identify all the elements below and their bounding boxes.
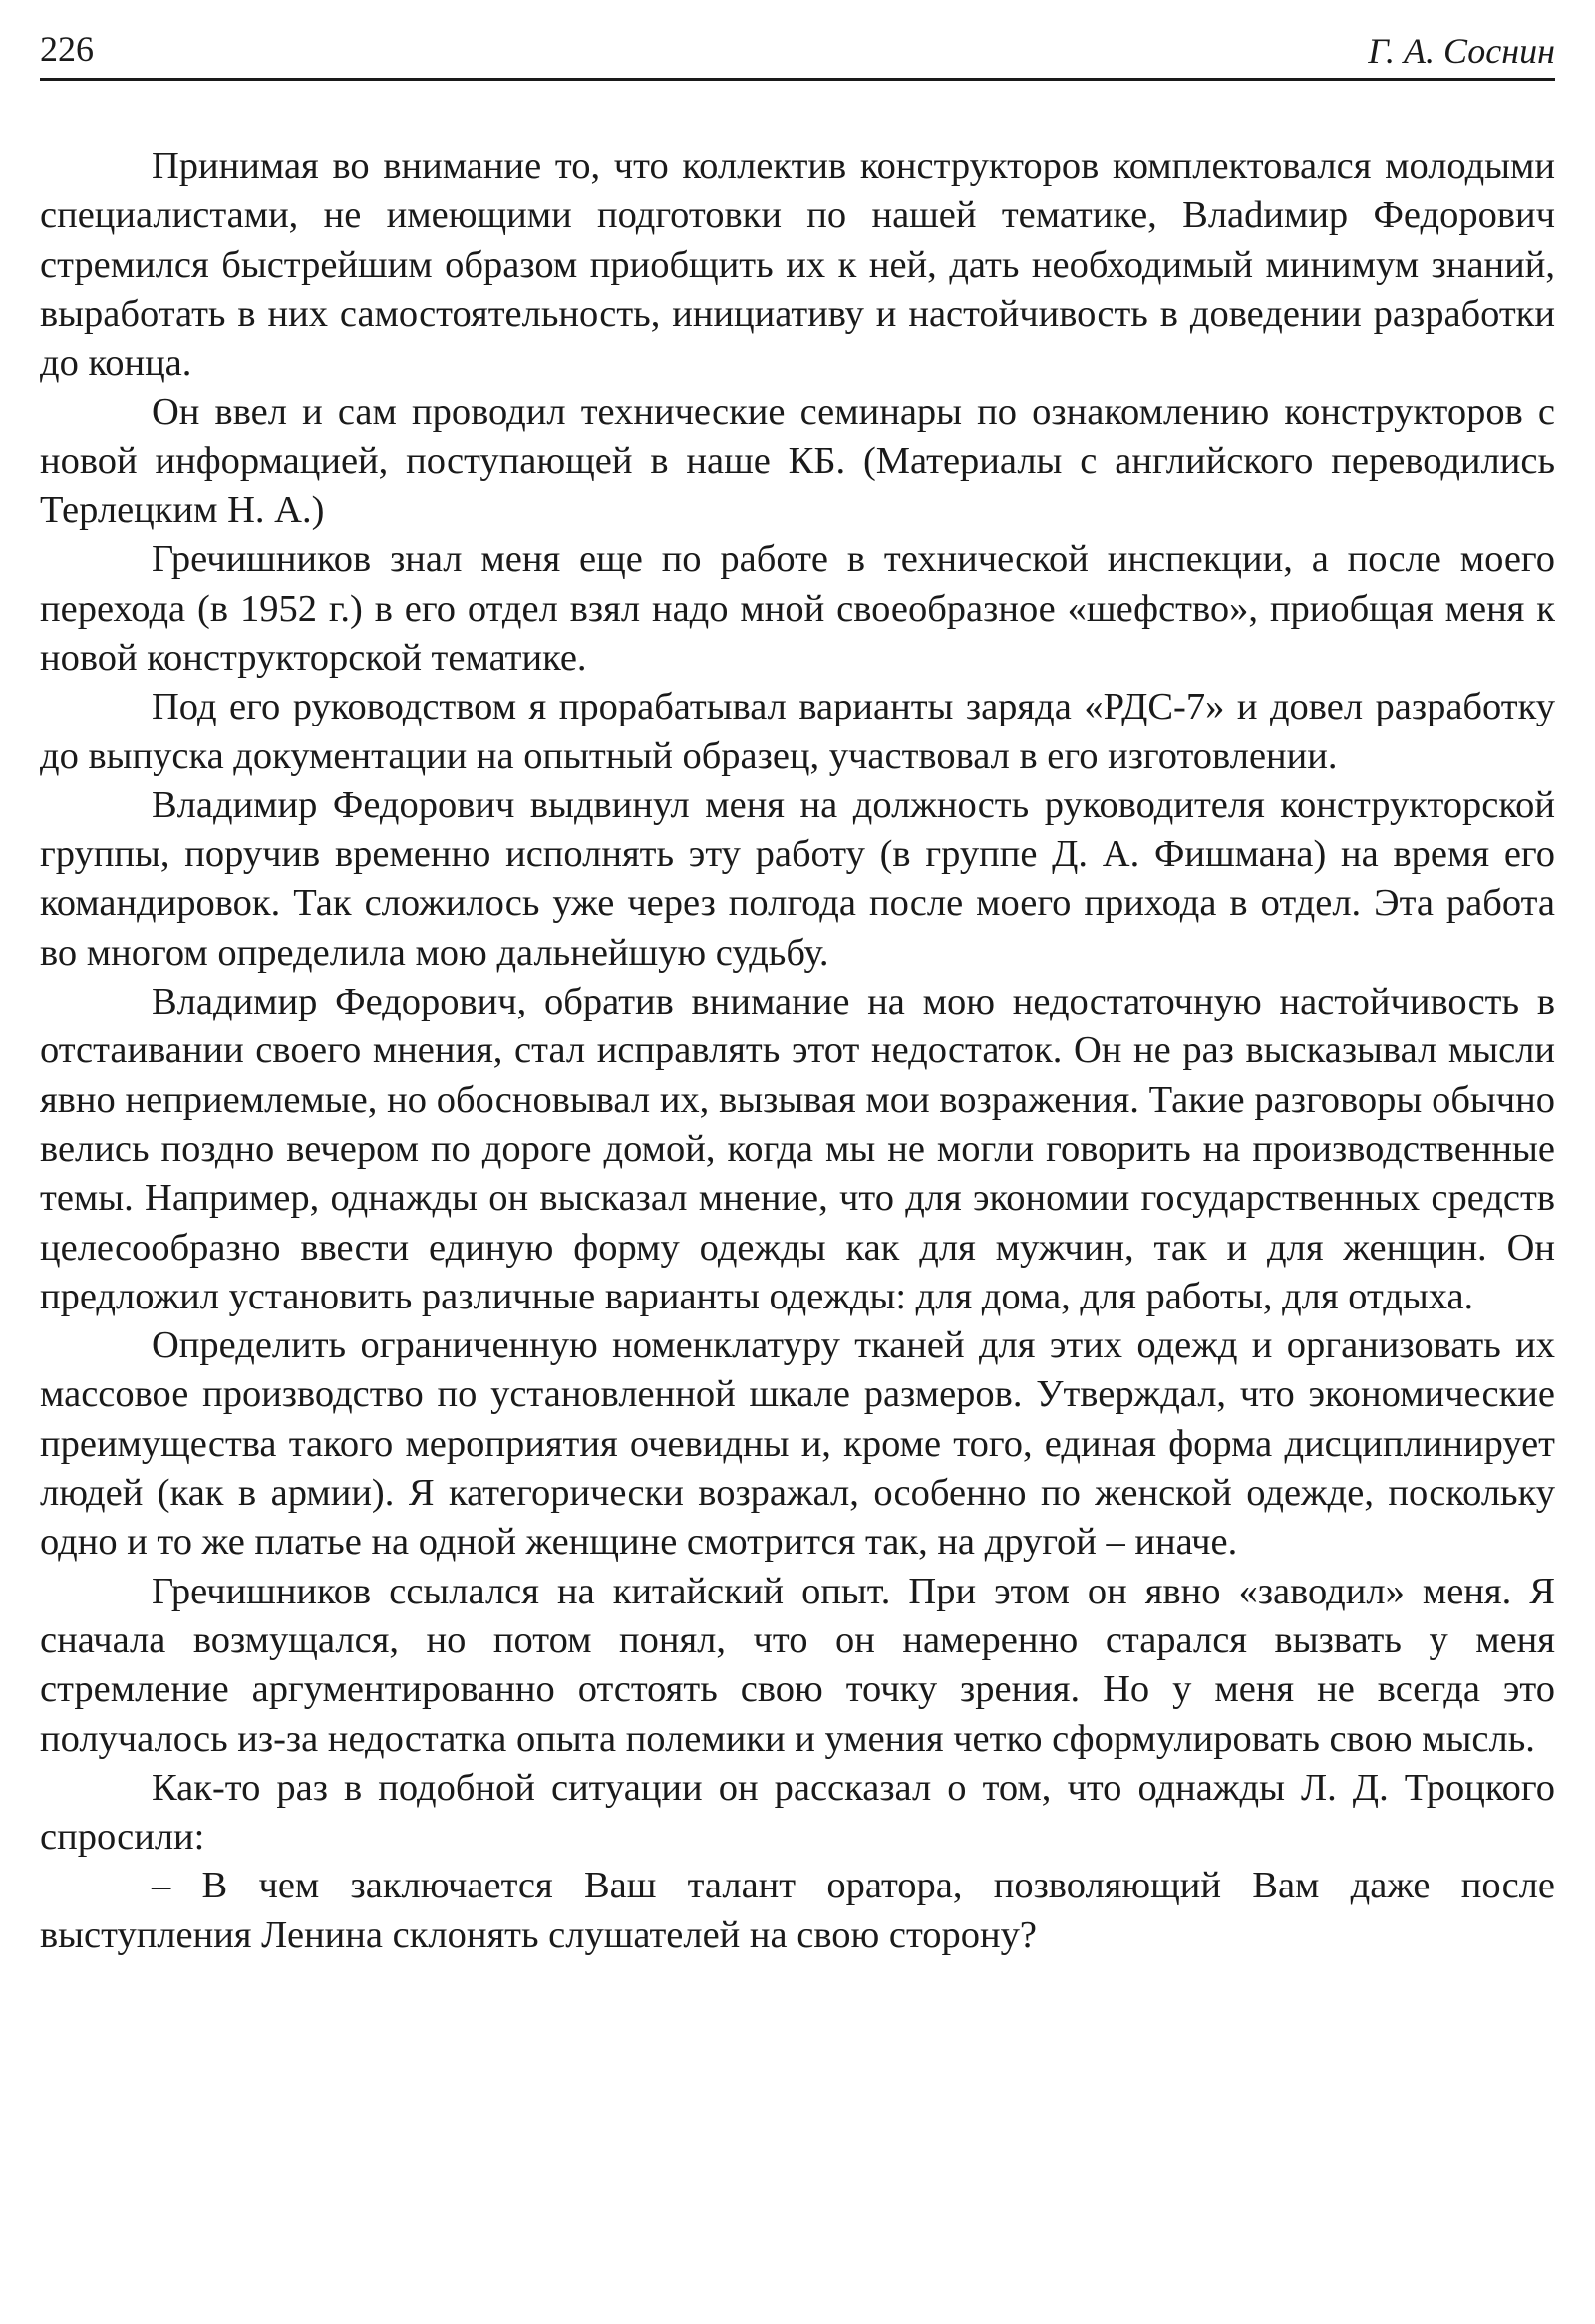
page-header — [40, 22, 1555, 81]
paragraph: Как-то раз в подобной ситуации он рассказал о том, что однажды Л. Д. Троцкого спросили: — [40, 1766, 1555, 1859]
paragraph: Владимир Федорович, обратив внимание на мою недостаточную настойчивость в отстаивании своего мнения, стал исправлять этот недостаток. Он не раз высказывал мысли явно неприемлемые, но обосновывал их, вызывая мои возражения. Такие разговоры обычно велись поздно вечером по дороге домой, когда мы не могли говорить на производственные темы. Например, однажды он высказал мнение, что для экономии государственных средств целесообразно ввести единую форму одежды как для мужчин, так и для женщин. Он предложил установить различные варианты одежды: для дома, для работы, для отдыха. — [40, 981, 1555, 1317]
paragraph-dialogue: – В чем заключается Ваш талант оратора, позволяющий Вам даже после выступления Ленина склонять слушателей на свою сторону? — [40, 1865, 1555, 1956]
paragraph: Гречишников ссылался на китайский опыт. При этом он явно «заводил» меня. Я сначала возмущался, но потом понял, что он намеренно старался вызвать у меня стремление аргументированно отстоять свою точку зрения. Но у меня не всегда это получалось из-за недостатка опыта полемики и умения четко сформулировать свою мысль. — [40, 1570, 1555, 1760]
page-number: 226 — [40, 29, 94, 69]
paragraph: Гречишников знал меня еще по работе в технической инспекции, а после моего перехода (в 1952 г.) в его отдел взял надо мной своеобразное «шефство», приобщая меня к новой конструкторской тематике. — [40, 538, 1555, 679]
running-head-author: Г. А. Соснин — [1368, 31, 1555, 71]
paragraph: Он ввел и сам проводил технические семинары по ознакомлению конструкторов с новой информацией, поступающей в наше КБ. (Материалы с английского переводились Терлецким Н. А.) — [40, 391, 1555, 532]
paragraph: Под его руководством я прорабатывал варианты заряда «РДС-7» и довел разработку до выпуска документации на опытный образец, участвовал в его изготовлении. — [40, 686, 1555, 777]
paragraph: Владимир Федорович выдвинул меня на должность руководителя конструкторской группы, поручив временно исполнять эту работу (в группе Д. А. Фишмана) на время его командировок. Так сложилось уже через полгода после моего прихода в отдел. Эта работа во многом определила мою дальнейшую судьбу. — [40, 783, 1555, 974]
body-text — [40, 143, 1555, 1960]
paragraph: Принимая во внимание то, что коллектив конструкторов комплектовался молодыми специалистами, не имеющими подготовки по нашей тематике, Влаdимир Федорович стремился быстрейшим образом приобщить их к ней, дать необходимый минимум знаний, выработать в них самостоятельность, инициативу и настойчивость в доведении разработки до конца. — [40, 145, 1555, 385]
paragraph: Определить ограниченную номенклатуру тканей для этих одежд и организовать их массовое производство по установленной шкале размеров. Утверждал, что экономические преимущества такого мероприятия очевидны и, кроме того, единая форма дисциплинирует людей (как в армии). Я категорически возражал, особенно по женской одежде, поскольку одно и то же платье на одной женщине смотрится так, на другой – иначе. — [40, 1324, 1555, 1564]
book-page — [40, 22, 1555, 2294]
